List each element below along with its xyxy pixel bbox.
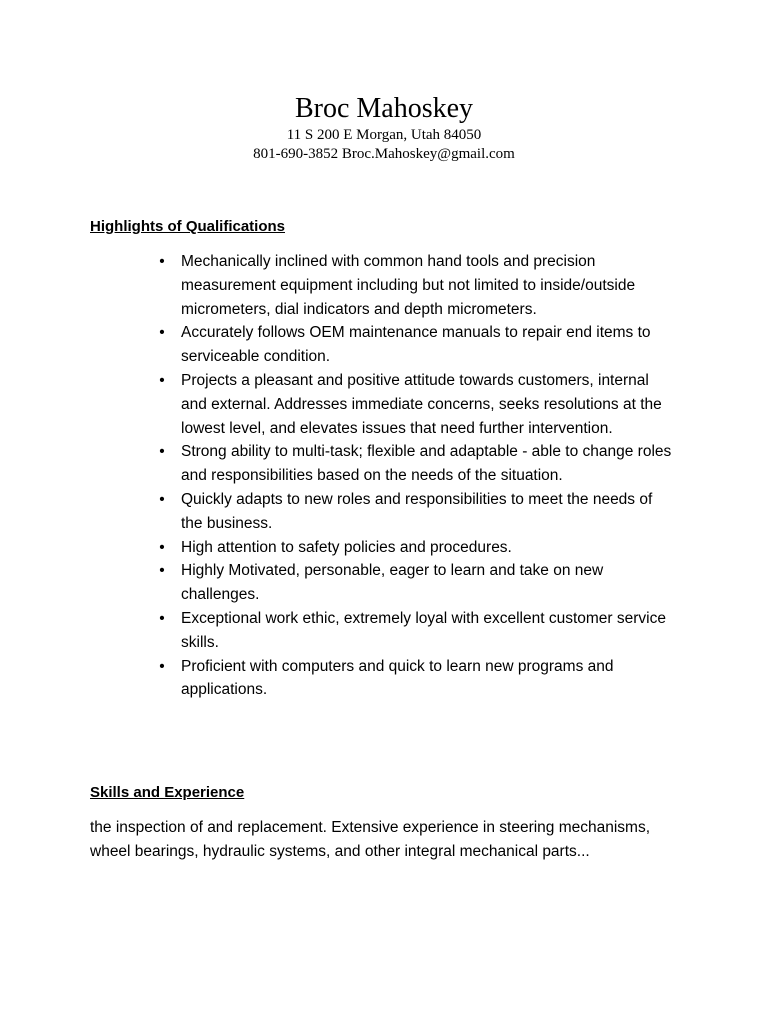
bullet-icon: • [159,371,165,389]
list-item-text: Strong ability to multi-task; flexible and adaptable - able to change roles and responsibilities based on the needs of the situation. [181,443,672,485]
list-item [156,321,676,369]
bullet-icon: • [159,443,165,461]
list-item [156,607,676,655]
list-item-text: Mechanically inclined with common hand tools and precision measurement equipment including but not limited to inside/outside micrometers, dial indicators and depth micrometers. [181,253,636,318]
bullet-icon: • [159,538,165,556]
list-item [156,488,676,536]
skills-heading: Skills and Experience [90,784,245,801]
skills-paragraph: the inspection of and replacement. Extensive experience in steering mechanisms, wheel bearings, hydraulic systems, and other integral mechanical parts... [90,819,651,860]
list-item [156,655,676,703]
list-item-text: Projects a pleasant and positive attitude towards customers, internal and external. Addresses immediate concerns, seeks resolutions at the lowest level, and elevates issues that need further intervention. [181,371,662,437]
candidate-name: Broc Mahoskey [294,93,474,124]
highlights-heading: Highlights of Qualifications [90,218,285,235]
bullet-icon: • [159,324,165,342]
list-item-text: Exceptional work ethic, extremely loyal with excellent customer service skills. [181,609,666,651]
highlights-list [156,250,676,702]
resume-header [0,92,768,164]
list-item-text: High attention to safety policies and procedures. [181,538,512,556]
list-item [156,559,676,607]
list-item-text: Accurately follows OEM maintenance manuals to repair end items to serviceable condition. [181,324,651,366]
list-item-text: Highly Motivated, personable, eager to learn and take on new challenges. [181,562,604,604]
bullet-icon: • [159,609,165,627]
list-item [156,369,676,440]
list-item [156,440,676,488]
address-line: 11 S 200 E Morgan, Utah 84050 [286,127,482,143]
list-item-text: Proficient with computers and quick to learn new programs and applications. [181,657,614,699]
list-item-text: Quickly adapts to new roles and responsibilities to meet the needs of the business. [181,490,653,532]
list-item [156,250,676,321]
phone-email-line: 801-690-3852 Broc.Mahoskey@gmail.com [253,146,515,162]
bullet-icon: • [159,562,165,580]
list-item [156,536,676,560]
bullet-icon: • [159,490,165,508]
bullet-icon: • [159,657,165,675]
bullet-icon: • [159,253,165,270]
